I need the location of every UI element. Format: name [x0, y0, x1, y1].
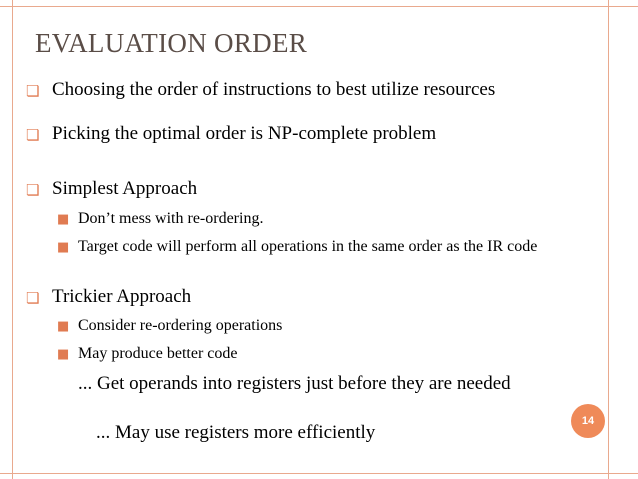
- bullet-text: Simplest Approach: [52, 178, 198, 199]
- sub-bullet-text: May produce better code: [78, 345, 238, 362]
- checkbox-bullet-icon: ❏: [26, 181, 40, 199]
- checkbox-bullet-icon: ❏: [26, 82, 40, 100]
- slide-title: EVALUATION ORDER: [35, 28, 308, 58]
- square-bullet-icon: ■: [57, 347, 70, 362]
- frame-right-line: [608, 0, 609, 479]
- square-bullet-icon: ■: [57, 319, 70, 334]
- square-bullet-icon: ■: [57, 240, 70, 255]
- sub-bullet-item: [57, 316, 283, 336]
- note-text: ... May use registers more efficiently: [96, 422, 376, 443]
- sub-bullet-item: [57, 344, 238, 364]
- frame-bottom-line: [0, 473, 638, 474]
- square-bullet-icon: ■: [57, 212, 70, 227]
- checkbox-bullet-icon: ❏: [26, 289, 40, 307]
- note-text: ... Get operands into registers just before they are needed: [78, 373, 511, 394]
- page-number-badge: 14: [571, 404, 605, 438]
- bullet-text: Picking the optimal order is NP-complete problem: [52, 123, 437, 144]
- bullet-item: [26, 286, 192, 308]
- sub-bullet-text: Consider re-ordering operations: [78, 317, 283, 334]
- sub-bullet-text: Don’t mess with re-ordering.: [78, 210, 264, 227]
- sub-bullet-item: [57, 237, 578, 257]
- frame-left-line: [12, 0, 13, 479]
- checkbox-bullet-icon: ❏: [26, 126, 40, 144]
- sub-bullet-text: Target code will perform all operations in the same order as the IR code: [78, 238, 538, 255]
- bullet-text: Trickier Approach: [52, 286, 192, 307]
- frame-top-line: [0, 6, 638, 7]
- bullet-text: Choosing the order of instructions to best utilize resources: [52, 79, 496, 100]
- bullet-item: [26, 79, 542, 101]
- bullet-item: [26, 123, 572, 145]
- bullet-item: [26, 178, 198, 200]
- sub-bullet-item: [57, 209, 264, 229]
